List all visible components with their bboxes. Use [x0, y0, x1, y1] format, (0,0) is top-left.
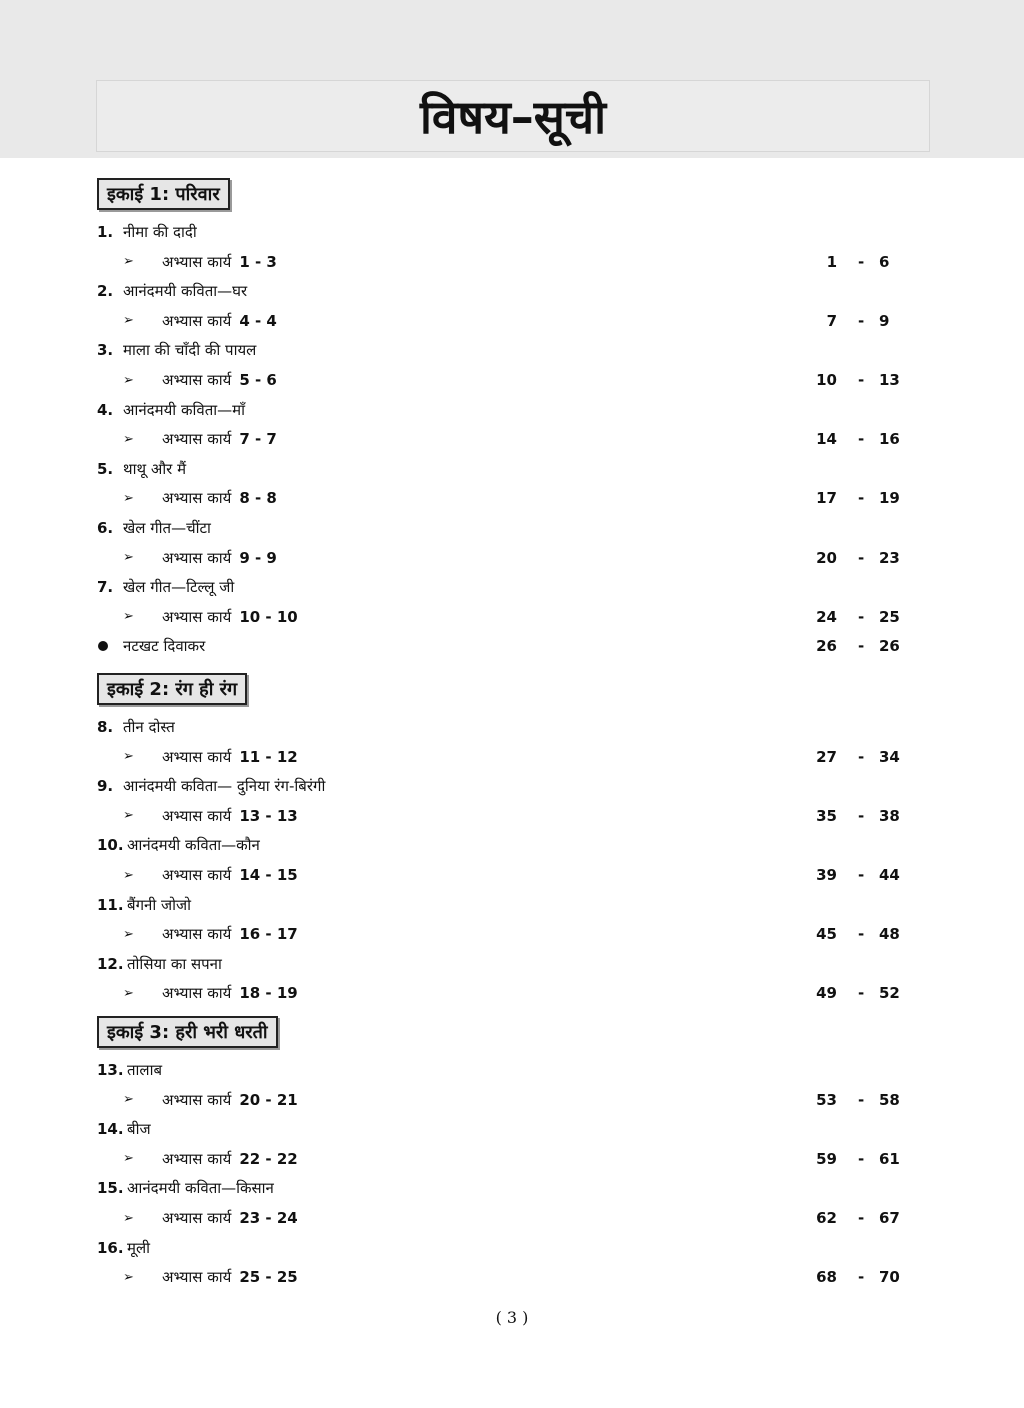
page-from: 17 — [816, 489, 837, 508]
page-to: 6 — [879, 252, 890, 271]
exercise-range: 14 - 15 — [239, 866, 298, 884]
arrow-bullet-icon: ➢ — [123, 372, 134, 388]
exercise-range: 4 - 4 — [239, 311, 277, 330]
lesson-row — [0, 456, 1024, 482]
exercise-row — [0, 1264, 1024, 1290]
page-to: 61 — [879, 1149, 900, 1168]
exercise-row — [0, 249, 1024, 275]
page-dash: - — [858, 984, 865, 1003]
lesson-number: 6. — [97, 519, 114, 537]
lesson-row — [0, 1235, 1024, 1261]
lesson-number: 11. — [97, 895, 124, 914]
lesson-title: आनंदमयी कविता—घर — [123, 282, 248, 301]
page-from: 53 — [816, 1090, 837, 1109]
title-box — [96, 80, 930, 152]
exercise-label: अभ्यास कार्य 7 - 7 — [162, 430, 277, 449]
lesson-row — [0, 1116, 1024, 1142]
exercise-label: अभ्यास कार्य 14 - 15 — [162, 866, 298, 884]
exercise-range: 8 - 8 — [239, 489, 277, 508]
page-from: 62 — [816, 1209, 837, 1227]
page-dash: - — [858, 637, 865, 656]
page-to: 19 — [879, 489, 900, 508]
exercise-label: अभ्यास कार्य 16 - 17 — [162, 925, 298, 944]
page-to: 52 — [879, 984, 900, 1003]
page-from: 20 — [816, 548, 837, 567]
arrow-bullet-icon: ➢ — [123, 1269, 134, 1285]
arrow-bullet-icon: ➢ — [123, 867, 134, 883]
lesson-row — [0, 397, 1024, 423]
lesson-title: बीज — [127, 1120, 151, 1139]
lesson-number: 13. — [97, 1061, 124, 1079]
lesson-title: तालाब — [127, 1061, 163, 1079]
lesson-title: आनंदमयी कविता—माँ — [123, 400, 245, 419]
lesson-title: माला की चाँदी की पायल — [123, 341, 257, 360]
exercise-row — [0, 862, 1024, 888]
lesson-row — [0, 1175, 1024, 1201]
page-to: 23 — [879, 548, 900, 567]
arrow-bullet-icon: ➢ — [123, 550, 134, 566]
exercise-label: अभ्यास कार्य 20 - 21 — [162, 1090, 298, 1109]
page-from: 1 — [826, 252, 837, 271]
exercise-row — [0, 1205, 1024, 1231]
page-to: 44 — [879, 866, 900, 884]
lesson-number: 14. — [97, 1120, 124, 1139]
lesson-title: आनंदमयी कविता—किसान — [127, 1179, 274, 1198]
lesson-row — [0, 278, 1024, 304]
exercise-row — [0, 367, 1024, 393]
lesson-row — [0, 892, 1024, 918]
exercise-label: अभ्यास कार्य 13 - 13 — [162, 806, 298, 825]
lesson-title: खेल गीत—चींटा — [123, 519, 211, 537]
page-to: 58 — [879, 1090, 900, 1109]
lesson-number: 2. — [97, 282, 114, 301]
exercise-label: अभ्यास कार्य 5 - 6 — [162, 371, 277, 389]
lesson-number: 1. — [97, 223, 114, 241]
page-to: 70 — [879, 1268, 900, 1287]
page-from: 35 — [816, 806, 837, 825]
unit-heading: इकाई 3: हरी भरी धरती — [97, 1016, 278, 1048]
page-number: ( 3 ) — [495, 1308, 529, 1327]
unit-heading: इकाई 2: रंग ही रंग — [97, 673, 247, 705]
lesson-row — [0, 1057, 1024, 1083]
page-dash: - — [858, 1090, 865, 1109]
exercise-label: अभ्यास कार्य 18 - 19 — [162, 984, 298, 1003]
page-from: 7 — [826, 311, 837, 330]
page-dash: - — [858, 925, 865, 944]
page-dash: - — [858, 252, 865, 271]
arrow-bullet-icon: ➢ — [123, 254, 134, 270]
arrow-bullet-icon: ➢ — [123, 1092, 134, 1108]
lesson-number: 12. — [97, 954, 124, 973]
page-dash: - — [858, 866, 865, 884]
lesson-row — [0, 337, 1024, 363]
page-to: 16 — [879, 430, 900, 449]
exercise-range: 22 - 22 — [239, 1149, 298, 1168]
lesson-title: तीन दोस्त — [123, 718, 175, 736]
lesson-number: 16. — [97, 1238, 124, 1257]
lesson-row — [0, 832, 1024, 858]
lesson-title: बैंगनी जोजो — [127, 895, 192, 914]
page-to: 26 — [879, 637, 900, 656]
lesson-row — [0, 951, 1024, 977]
lesson-title: नीमा की दादी — [123, 223, 197, 241]
page-dash: - — [858, 1209, 865, 1227]
exercise-label: अभ्यास कार्य 9 - 9 — [162, 548, 277, 567]
exercise-range: 16 - 17 — [239, 925, 298, 944]
page-dash: - — [858, 430, 865, 449]
lesson-number: 9. — [97, 777, 114, 796]
lesson-number: 5. — [97, 459, 114, 478]
page-dash: - — [858, 311, 865, 330]
exercise-row — [0, 980, 1024, 1006]
page-dash: - — [858, 489, 865, 508]
exercise-row — [0, 921, 1024, 947]
arrow-bullet-icon: ➢ — [123, 926, 134, 942]
arrow-bullet-icon: ➢ — [123, 431, 134, 447]
exercise-label: अभ्यास कार्य 8 - 8 — [162, 489, 277, 508]
lesson-title: तोसिया का सपना — [127, 954, 222, 973]
arrow-bullet-icon: ➢ — [123, 1151, 134, 1167]
lesson-number: 15. — [97, 1179, 124, 1198]
page-to: 13 — [879, 371, 900, 389]
arrow-bullet-icon: ➢ — [123, 749, 134, 765]
page-dash: - — [858, 548, 865, 567]
bullet-dot-icon — [98, 641, 108, 651]
page-to: 34 — [879, 747, 900, 766]
arrow-bullet-icon: ➢ — [123, 609, 134, 625]
page-from: 45 — [816, 925, 837, 944]
extra-row — [0, 633, 1024, 659]
exercise-label: अभ्यास कार्य 10 - 10 — [162, 607, 298, 626]
exercise-label: अभ्यास कार्य 23 - 24 — [162, 1209, 298, 1227]
exercise-label: अभ्यास कार्य 11 - 12 — [162, 747, 298, 766]
exercise-label: अभ्यास कार्य 22 - 22 — [162, 1149, 298, 1168]
page-dash: - — [858, 371, 865, 389]
page-dash: - — [858, 806, 865, 825]
page-from: 27 — [816, 747, 837, 766]
page-dash: - — [858, 607, 865, 626]
lesson-number: 7. — [97, 578, 114, 597]
page-from: 24 — [816, 607, 837, 626]
lesson-title: आनंदमयी कविता—कौन — [127, 836, 260, 855]
page-title: विषय–सूची — [420, 90, 606, 144]
page-from: 26 — [816, 637, 837, 656]
exercise-row — [0, 308, 1024, 334]
page-from: 59 — [816, 1149, 837, 1168]
page-from: 14 — [816, 430, 837, 449]
exercise-row — [0, 1087, 1024, 1113]
arrow-bullet-icon: ➢ — [123, 490, 134, 506]
page-from: 49 — [816, 984, 837, 1003]
exercise-row — [0, 545, 1024, 571]
exercise-range: 20 - 21 — [239, 1090, 298, 1109]
exercise-label: अभ्यास कार्य 1 - 3 — [162, 252, 277, 271]
lesson-title: खेल गीत—टिल्लू जी — [123, 578, 235, 597]
page-from: 68 — [816, 1268, 837, 1287]
page-from: 39 — [816, 866, 837, 884]
lesson-title: थाथू और मैं — [123, 459, 187, 478]
exercise-row — [0, 803, 1024, 829]
exercise-row — [0, 1146, 1024, 1172]
exercise-label: अभ्यास कार्य 25 - 25 — [162, 1268, 298, 1287]
exercise-range: 23 - 24 — [239, 1209, 298, 1227]
exercise-row — [0, 426, 1024, 452]
exercise-range: 11 - 12 — [239, 747, 298, 766]
lesson-row — [0, 515, 1024, 541]
lesson-title: मूली — [127, 1238, 151, 1257]
exercise-label: अभ्यास कार्य 4 - 4 — [162, 311, 277, 330]
arrow-bullet-icon: ➢ — [123, 313, 134, 329]
arrow-bullet-icon: ➢ — [123, 985, 134, 1001]
page-dash: - — [858, 1149, 865, 1168]
exercise-range: 25 - 25 — [239, 1268, 298, 1287]
exercise-range: 9 - 9 — [239, 548, 277, 567]
lesson-number: 3. — [97, 341, 114, 360]
page-to: 48 — [879, 925, 900, 944]
page-to: 25 — [879, 607, 900, 626]
lesson-row — [0, 714, 1024, 740]
unit-heading: इकाई 1: परिवार — [97, 178, 230, 210]
lesson-number: 8. — [97, 718, 114, 736]
page-dash: - — [858, 1268, 865, 1287]
arrow-bullet-icon: ➢ — [123, 808, 134, 824]
extra-title: नटखट दिवाकर — [123, 637, 206, 656]
page-from: 10 — [816, 371, 837, 389]
exercise-range: 10 - 10 — [239, 607, 298, 626]
lesson-row — [0, 574, 1024, 600]
page-dash: - — [858, 747, 865, 766]
exercise-row — [0, 604, 1024, 630]
lesson-row — [0, 773, 1024, 799]
page-to: 9 — [879, 311, 890, 330]
arrow-bullet-icon: ➢ — [123, 1210, 134, 1226]
lesson-title: आनंदमयी कविता— दुनिया रंग-बिरंगी — [123, 777, 326, 796]
lesson-number: 4. — [97, 400, 114, 419]
exercise-row — [0, 485, 1024, 511]
exercise-range: 7 - 7 — [239, 430, 277, 449]
exercise-range: 13 - 13 — [239, 806, 298, 825]
lesson-number: 10. — [97, 836, 124, 855]
exercise-range: 5 - 6 — [239, 371, 277, 389]
page-to: 38 — [879, 806, 900, 825]
exercise-range: 1 - 3 — [239, 252, 277, 271]
page-to: 67 — [879, 1209, 900, 1227]
exercise-row — [0, 744, 1024, 770]
exercise-range: 18 - 19 — [239, 984, 298, 1003]
lesson-row — [0, 219, 1024, 245]
